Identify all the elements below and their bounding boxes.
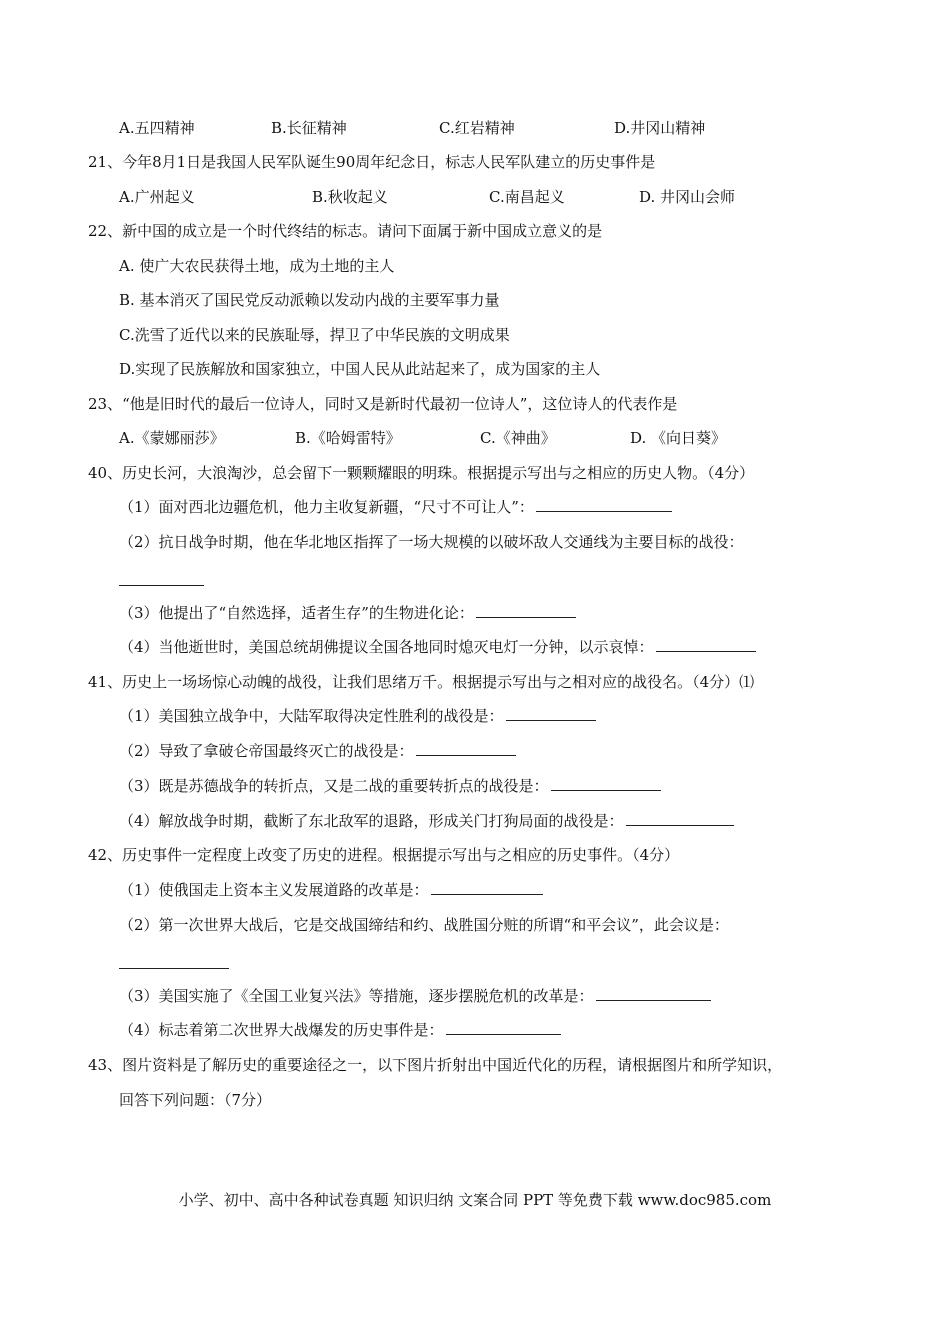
q42-item-3	[119, 986, 711, 1006]
answer-blank[interactable]	[119, 953, 229, 969]
q21-option-a: A.广州起义	[119, 188, 195, 206]
answer-blank[interactable]	[431, 880, 543, 895]
q41-item-2	[119, 741, 516, 761]
q42-item-4-text: （4）标志着第二次世界大战爆发的历史事件是：	[119, 1021, 444, 1039]
q43-stem-continued: 回答下列问题：（7分）	[119, 1091, 272, 1109]
q21-stem: 21、今年8月1日是我国人民军队诞生90周年纪念日，标志人民军队建立的历史事件是	[88, 153, 656, 171]
q42-stem: 42、历史事件一定程度上改变了历史的进程。根据提示写出与之相应的历史事件。（4分）	[88, 846, 680, 864]
q22-stem: 22、新中国的成立是一个时代终结的标志。请问下面属于新中国成立意义的是	[88, 222, 603, 240]
q41-stem: 41、历史上一场场惊心动魄的战役，让我们思绪万千。根据提示写出与之相对应的战役名。（4分）⑴	[88, 673, 755, 691]
q23-option-c: C.《神曲》	[480, 429, 556, 447]
q20-option-c: C.红岩精神	[439, 119, 515, 137]
answer-blank[interactable]	[416, 741, 516, 756]
q42-item-4	[119, 1020, 561, 1040]
answer-blank[interactable]	[626, 811, 734, 826]
q20-option-b: B.长征精神	[271, 119, 347, 137]
q23-option-b: B.《哈姆雷特》	[295, 429, 401, 447]
answer-blank[interactable]	[476, 603, 576, 618]
q40-item-1	[119, 497, 672, 517]
q22-option-c: C.洗雪了近代以来的民族耻辱，捍卫了中华民族的文明成果	[119, 326, 510, 344]
answer-blank[interactable]	[656, 637, 756, 652]
q41-item-3	[119, 776, 661, 796]
q23-option-d: D. 《向日葵》	[630, 429, 727, 447]
q41-item-4-text: （4）解放战争时期，截断了东北敌军的退路，形成关门打狗局面的战役是：	[119, 812, 624, 830]
q22-option-d: D.实现了民族解放和国家独立，中国人民从此站起来了，成为国家的主人	[119, 360, 601, 378]
q23-stem: 23、“他是旧时代的最后一位诗人，同时又是新时代最初一位诗人”，这位诗人的代表作是	[88, 395, 678, 413]
q40-item-4-text: （4）当他逝世时，美国总统胡佛提议全国各地同时熄灭电灯一分钟，以示哀悼：	[119, 638, 654, 656]
q40-item-1-text: （1）面对西北边疆危机，他力主收复新疆，“尺寸不可让人”：	[119, 498, 534, 516]
q21-option-c: C.南昌起义	[489, 188, 565, 206]
answer-blank[interactable]	[446, 1020, 561, 1035]
q41-item-2-text: （2）导致了拿破仑帝国最终灭亡的战役是：	[119, 742, 414, 760]
answer-blank[interactable]	[596, 986, 711, 1001]
q42-item-1	[119, 880, 543, 900]
q42-item-1-text: （1）使俄国走上资本主义发展道路的改革是：	[119, 881, 429, 899]
q42-item-2: （2）第一次世界大战后，它是交战国缔结和约、战胜国分赃的所谓“和平会议”，此会议是：	[119, 916, 729, 934]
answer-blank[interactable]	[551, 776, 661, 791]
q43-stem: 43、图片资料是了解历史的重要途径之一，以下图片折射出中国近代化的历程，请根据图片和所学知识，	[88, 1056, 783, 1074]
q40-item-2: （2）抗日战争时期，他在华北地区指挥了一场大规模的以破坏敌人交通线为主要目标的战役：	[119, 533, 744, 551]
q20-option-d: D.井冈山精神	[614, 119, 706, 137]
q20-option-a: A.五四精神	[119, 119, 195, 137]
q22-option-b: B. 基本消灭了国民党反动派赖以发动内战的主要军事力量	[119, 291, 500, 309]
q41-item-1	[119, 706, 596, 726]
q22-option-a: A. 使广大农民获得土地，成为土地的主人	[119, 257, 395, 275]
q40-item-3	[119, 603, 576, 623]
q41-item-1-text: （1）美国独立战争中，大陆军取得决定性胜利的战役是：	[119, 707, 504, 725]
q40-item-4	[119, 637, 756, 657]
q41-item-4	[119, 811, 734, 831]
q40-item-3-text: （3）他提出了“自然选择，适者生存”的生物进化论：	[119, 604, 474, 622]
answer-blank[interactable]	[119, 570, 204, 586]
answer-blank[interactable]	[536, 497, 672, 512]
answer-blank[interactable]	[506, 706, 596, 721]
q40-stem: 40、历史长河，大浪淘沙，总会留下一颗颗耀眼的明珠。根据提示写出与之相应的历史人物。（4分）	[88, 464, 755, 482]
q21-option-b: B.秋收起义	[312, 188, 388, 206]
q41-item-3-text: （3）既是苏德战争的转折点，又是二战的重要转折点的战役是：	[119, 777, 549, 795]
q23-option-a: A.《蒙娜丽莎》	[119, 429, 225, 447]
q21-option-d: D. 井冈山会师	[639, 188, 736, 206]
q42-item-3-text: （3）美国实施了《全国工业复兴法》等措施，逐步摆脱危机的改革是：	[119, 987, 594, 1005]
page-footer: 小学、初中、高中各种试卷真题 知识归纳 文案合同 PPT 等免费下载 www.doc985.com	[178, 1191, 772, 1209]
